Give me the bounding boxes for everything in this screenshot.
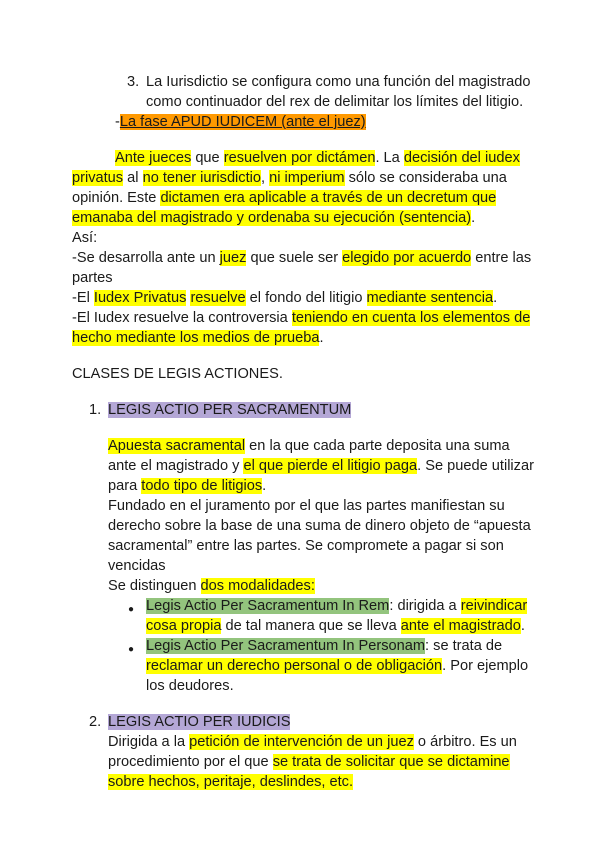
text: de tal manera que se lleva (221, 618, 401, 634)
text: : dirigida a (389, 598, 461, 614)
asi-label: Así: (72, 230, 98, 246)
iudicis-title: LEGIS ACTIO PER IUDICIS (108, 714, 291, 730)
para1-line1 (115, 148, 520, 169)
text: o árbitro. Es un (413, 734, 517, 750)
text: . La (375, 150, 404, 166)
apud-heading (115, 112, 366, 133)
iudicis-line3 (108, 772, 353, 793)
item3-number: 3. (127, 74, 140, 90)
text: . (319, 330, 324, 346)
highlight: se trata de solicitar que se dictamine (272, 754, 510, 770)
text: -El Iudex resuelve la controversia (72, 310, 292, 326)
highlight: elegido por acuerdo (342, 250, 472, 266)
highlight: dos modalidades: (200, 578, 315, 594)
sacramentum-number: 1. (89, 402, 102, 418)
text: para (108, 478, 142, 494)
highlight: teniendo en cuenta los elementos de (291, 310, 531, 326)
highlight: ante el magistrado (400, 618, 521, 634)
b3-line1 (72, 308, 530, 329)
highlight: privatus (72, 170, 124, 186)
highlight: hecho mediante los medios de prueba (72, 330, 320, 346)
text: en la que cada parte deposita una suma (245, 438, 510, 454)
rem-line1 (146, 596, 527, 617)
sacr-p2-line3: sacramental” entre las partes. Se compromete a pagar si son (108, 538, 504, 554)
highlight: Ante jueces (115, 150, 192, 166)
text: entre las (471, 250, 532, 266)
highlight: no tener iurisdictio (142, 170, 262, 186)
text: . (493, 290, 498, 306)
b3-line2 (72, 328, 324, 349)
highlight: decisión del iudex (403, 150, 520, 166)
text: . Se puede utilizar (417, 458, 534, 474)
highlight-green: Legis Actio Per Sacramentum In Personam (146, 638, 426, 654)
para1-line3 (72, 188, 496, 209)
text: ante el magistrado y (108, 458, 244, 474)
text: , (261, 170, 270, 186)
bullet-dot: ● (128, 644, 135, 655)
bullet-dot: ● (128, 604, 135, 615)
text: opinión. Este (72, 190, 161, 206)
item3-line2: como continuador del rex de delimitar los límites del litigio. (146, 94, 524, 110)
text: . (520, 618, 525, 634)
text: el fondo del litigio (245, 290, 367, 306)
text: . (262, 478, 267, 494)
sacr-p2-line4: vencidas (108, 558, 166, 574)
highlight-green: Legis Actio Per Sacramentum In Rem (146, 598, 390, 614)
iudicis-line1 (108, 732, 517, 753)
highlight: el que pierde el litigio paga (243, 458, 418, 474)
highlight: cosa propia (146, 618, 222, 634)
text: al (123, 170, 143, 186)
highlight: sobre hechos, peritaje, deslindes, etc. (108, 774, 353, 790)
text: : se trata de (425, 638, 503, 654)
text: Dirigida a la (108, 734, 190, 750)
item3-line1: La Iurisdictio se configura como una función del magistrado (146, 74, 531, 90)
text: . Por ejemplo (442, 658, 529, 674)
highlight: Iudex Privatus (93, 290, 187, 306)
text: -Se desarrolla ante un (72, 250, 220, 266)
personam-line3: los deudores. (146, 678, 234, 694)
b2-line (72, 288, 497, 309)
iudicis-line2 (108, 752, 510, 773)
b1-line1 (72, 248, 531, 269)
text: -El (72, 290, 94, 306)
personam-line1 (146, 636, 502, 657)
highlight: ni imperium (269, 170, 345, 186)
highlight: Apuesta sacramental (108, 438, 246, 454)
highlight: todo tipo de litigios (141, 478, 263, 494)
rem-line2 (146, 616, 525, 637)
text: que suele ser (246, 250, 343, 266)
sacr-p2-line2: derecho sobre la base de una suma de dinero objeto de “apuesta (108, 518, 531, 534)
sacr-p1-line2 (108, 456, 534, 477)
b1-line2: partes (72, 270, 113, 286)
highlight: resuelven por dictámen (223, 150, 376, 166)
highlight: reclamar un derecho personal o de obligación (146, 658, 443, 674)
iudicis-title-wrap (108, 712, 290, 733)
highlight: petición de intervención de un juez (189, 734, 414, 750)
personam-line2 (146, 656, 528, 677)
sacramentum-title-wrap (108, 400, 351, 421)
para1-line4 (72, 208, 475, 229)
apud-title: La fase APUD IUDICEM (ante el juez) (119, 114, 366, 130)
modalidades-line (108, 576, 315, 597)
text: que (191, 150, 224, 166)
highlight: dictamen era aplicable a través de un decretum que (160, 190, 497, 206)
text: Se distinguen (108, 578, 201, 594)
highlight: reivindicar (460, 598, 528, 614)
highlight: resuelve (190, 290, 246, 306)
highlight: mediante sentencia (366, 290, 494, 306)
iudicis-number: 2. (89, 714, 102, 730)
highlight: juez (219, 250, 247, 266)
highlight: emanaba del magistrado y ordenaba su ejecución (sentencia) (72, 210, 472, 226)
apud-prefix: - (115, 114, 120, 130)
clases-heading: CLASES DE LEGIS ACTIONES. (72, 366, 283, 382)
text: sólo se consideraba una (344, 170, 507, 186)
sacr-p2-line1: Fundado en el juramento por el que las partes manifiestan su (108, 498, 505, 514)
text: . (471, 210, 476, 226)
para1-line2 (72, 168, 507, 189)
sacramentum-title: LEGIS ACTIO PER SACRAMENTUM (108, 402, 352, 418)
sacr-p1-line3 (108, 476, 266, 497)
sacr-p1-line1 (108, 436, 510, 457)
text: procedimiento por el que (108, 754, 273, 770)
